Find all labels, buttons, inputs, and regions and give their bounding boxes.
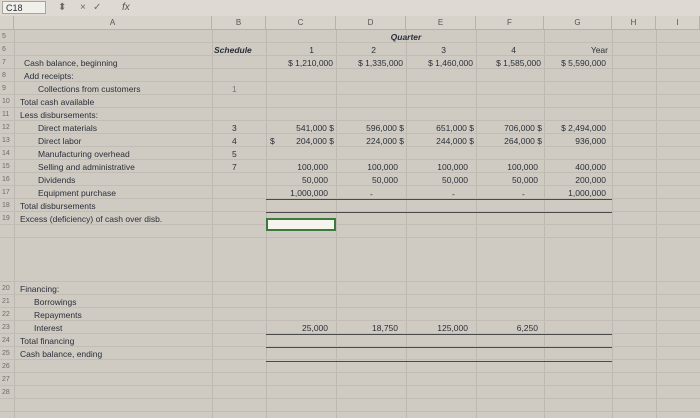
table-row	[0, 108, 700, 121]
row-number[interactable]: 26	[2, 363, 10, 370]
cell-c12[interactable]: 541,000 $	[296, 123, 334, 133]
label-cash-balance-ending: Cash balance, ending	[20, 349, 103, 359]
row-number[interactable]: 7	[2, 59, 6, 66]
row-number[interactable]: 14	[2, 150, 10, 157]
cell-d16[interactable]: 50,000	[372, 175, 398, 185]
cell-e12[interactable]: 651,000 $	[436, 123, 474, 133]
row-number[interactable]: 22	[2, 311, 10, 318]
quarter-header: Quarter	[390, 32, 422, 42]
row-number[interactable]: 13	[2, 137, 10, 144]
cell-c7[interactable]: $ 1,210,000	[288, 58, 333, 68]
schedule-ref-9: 1	[232, 84, 237, 94]
cell-f17[interactable]: -	[522, 189, 525, 199]
row-number[interactable]: 20	[2, 285, 10, 292]
cell-c16[interactable]: 50,000	[302, 175, 328, 185]
cell-e17[interactable]: -	[452, 189, 455, 199]
fx-icon[interactable]: fx	[122, 2, 130, 13]
cell-f13[interactable]: 264,000 $	[504, 136, 542, 146]
cell-f7[interactable]: $ 1,585,000	[496, 58, 541, 68]
row-number[interactable]: 8	[2, 72, 6, 79]
quarter-2-header: 2	[371, 45, 376, 55]
label-total-financing: Total financing	[20, 336, 75, 346]
label-borrowings: Borrowings	[34, 297, 77, 307]
label-collections: Collections from customers	[38, 84, 141, 94]
row-number[interactable]: 11	[2, 111, 10, 118]
row-number[interactable]: 23	[2, 324, 10, 331]
border-line	[266, 361, 612, 362]
label-cash-balance-beginning: Cash balance, beginning	[24, 58, 118, 68]
cell-d23[interactable]: 18,750	[372, 323, 398, 333]
cell-g16[interactable]: 200,000	[575, 175, 606, 185]
cell-f15[interactable]: 100,000	[507, 162, 538, 172]
column-header-e[interactable]: E	[406, 16, 476, 30]
table-row	[0, 308, 700, 321]
year-header: Year	[590, 45, 608, 55]
column-header-a[interactable]: A	[14, 16, 212, 30]
row-number[interactable]: 27	[2, 376, 10, 383]
cell-f16[interactable]: 50,000	[512, 175, 538, 185]
cell-d12[interactable]: 596,000 $	[366, 123, 404, 133]
quarter-1-header: 1	[309, 45, 314, 55]
cell-d13[interactable]: 224,000 $	[366, 136, 404, 146]
cell-e7[interactable]: $ 1,460,000	[428, 58, 473, 68]
cell-d17[interactable]: -	[370, 189, 373, 199]
table-row	[0, 199, 700, 212]
border-line	[266, 199, 612, 200]
label-repayments: Repayments	[34, 310, 82, 320]
cell-f12[interactable]: 706,000 $	[504, 123, 542, 133]
cell-c15[interactable]: 100,000	[297, 162, 328, 172]
row-number[interactable]: 28	[2, 389, 10, 396]
label-add-receipts: Add receipts:	[24, 71, 74, 81]
row-number[interactable]: 12	[2, 124, 10, 131]
name-box[interactable]: C18	[2, 1, 46, 14]
stepper-icon[interactable]: ⬍	[58, 2, 67, 13]
row-number[interactable]: 19	[2, 215, 10, 222]
cell-g13[interactable]: 936,000	[575, 136, 606, 146]
label-total-disbursements: Total disbursements	[20, 201, 96, 211]
table-row	[0, 225, 700, 238]
quarter-4-header: 4	[511, 45, 516, 55]
schedule-ref-15: 7	[232, 162, 237, 172]
cell-e13[interactable]: 244,000 $	[436, 136, 474, 146]
column-header-b[interactable]: B	[212, 16, 266, 30]
cell-e23[interactable]: 125,000	[437, 323, 468, 333]
label-selling-admin: Selling and administrative	[38, 162, 135, 172]
cell-e16[interactable]: 50,000	[442, 175, 468, 185]
cell-c23[interactable]: 25,000	[302, 323, 328, 333]
corner-select-all[interactable]	[0, 16, 14, 30]
cell-d7[interactable]: $ 1,335,000	[358, 58, 403, 68]
row-number[interactable]: 17	[2, 189, 10, 196]
label-total-cash-available: Total cash available	[20, 97, 95, 107]
table-row	[0, 69, 700, 82]
schedule-ref-12: 3	[232, 123, 237, 133]
schedule-ref-13: 4	[232, 136, 237, 146]
cell-f23[interactable]: 6,250	[516, 323, 538, 333]
row-number[interactable]: 25	[2, 350, 10, 357]
schedule-header: Schedule	[214, 45, 252, 55]
row-number[interactable]: 6	[2, 46, 6, 53]
label-direct-labor: Direct labor	[38, 136, 82, 146]
border-line	[266, 212, 612, 213]
confirm-icon[interactable]: ✓	[93, 2, 102, 13]
cell-c13[interactable]: 204,000 $	[296, 136, 334, 146]
cell-g15[interactable]: 400,000	[575, 162, 606, 172]
row-number[interactable]: 18	[2, 202, 10, 209]
label-excess-deficiency: Excess (deficiency) of cash over disb.	[20, 214, 163, 224]
table-row	[0, 295, 700, 308]
quarter-3-header: 3	[441, 45, 446, 55]
table-row	[0, 347, 700, 360]
row-number[interactable]: 5	[2, 33, 6, 40]
label-interest: Interest	[34, 323, 63, 333]
selected-cell-c18[interactable]	[266, 218, 336, 231]
cell-d15[interactable]: 100,000	[367, 162, 398, 172]
formula-bar	[0, 0, 700, 17]
schedule-ref-14: 5	[232, 149, 237, 159]
label-direct-materials: Direct materials	[38, 123, 98, 133]
label-equipment-purchase: Equipment purchase	[38, 188, 116, 198]
cell-g17[interactable]: 1,000,000	[568, 188, 606, 198]
column-header-i[interactable]: I	[656, 16, 700, 30]
label-dividends: Dividends	[38, 175, 76, 185]
column-header-h[interactable]: H	[612, 16, 656, 30]
border-line	[266, 347, 612, 348]
row-number[interactable]: 10	[2, 98, 10, 105]
table-row	[0, 95, 700, 108]
column-header-c[interactable]: C	[266, 16, 336, 30]
label-less-disbursements: Less disbursements:	[20, 110, 98, 120]
table-row	[0, 282, 700, 295]
cell-g7[interactable]: $ 5,590,000	[561, 58, 606, 68]
column-header-g[interactable]: G	[544, 16, 612, 30]
cell-e15[interactable]: 100,000	[437, 162, 468, 172]
row-number[interactable]: 15	[2, 163, 10, 170]
dollar-sign-c13: $	[270, 136, 275, 146]
table-row	[0, 386, 700, 399]
border-line	[266, 334, 612, 335]
column-header-d[interactable]: D	[336, 16, 406, 30]
column-header-f[interactable]: F	[476, 16, 544, 30]
cell-c17[interactable]: 1,000,000	[290, 188, 328, 198]
row-number[interactable]: 21	[2, 298, 10, 305]
table-row	[0, 334, 700, 347]
table-row	[0, 373, 700, 386]
table-row	[0, 238, 700, 282]
cell-g12[interactable]: $ 2,494,000	[561, 123, 606, 133]
row-number[interactable]: 9	[2, 85, 6, 92]
cancel-icon[interactable]: ×	[80, 2, 86, 13]
label-manufacturing-overhead: Manufacturing overhead	[38, 149, 130, 159]
row-number[interactable]: 24	[2, 337, 10, 344]
table-row	[0, 399, 700, 412]
label-financing: Financing:	[20, 284, 60, 294]
row-number[interactable]: 16	[2, 176, 10, 183]
